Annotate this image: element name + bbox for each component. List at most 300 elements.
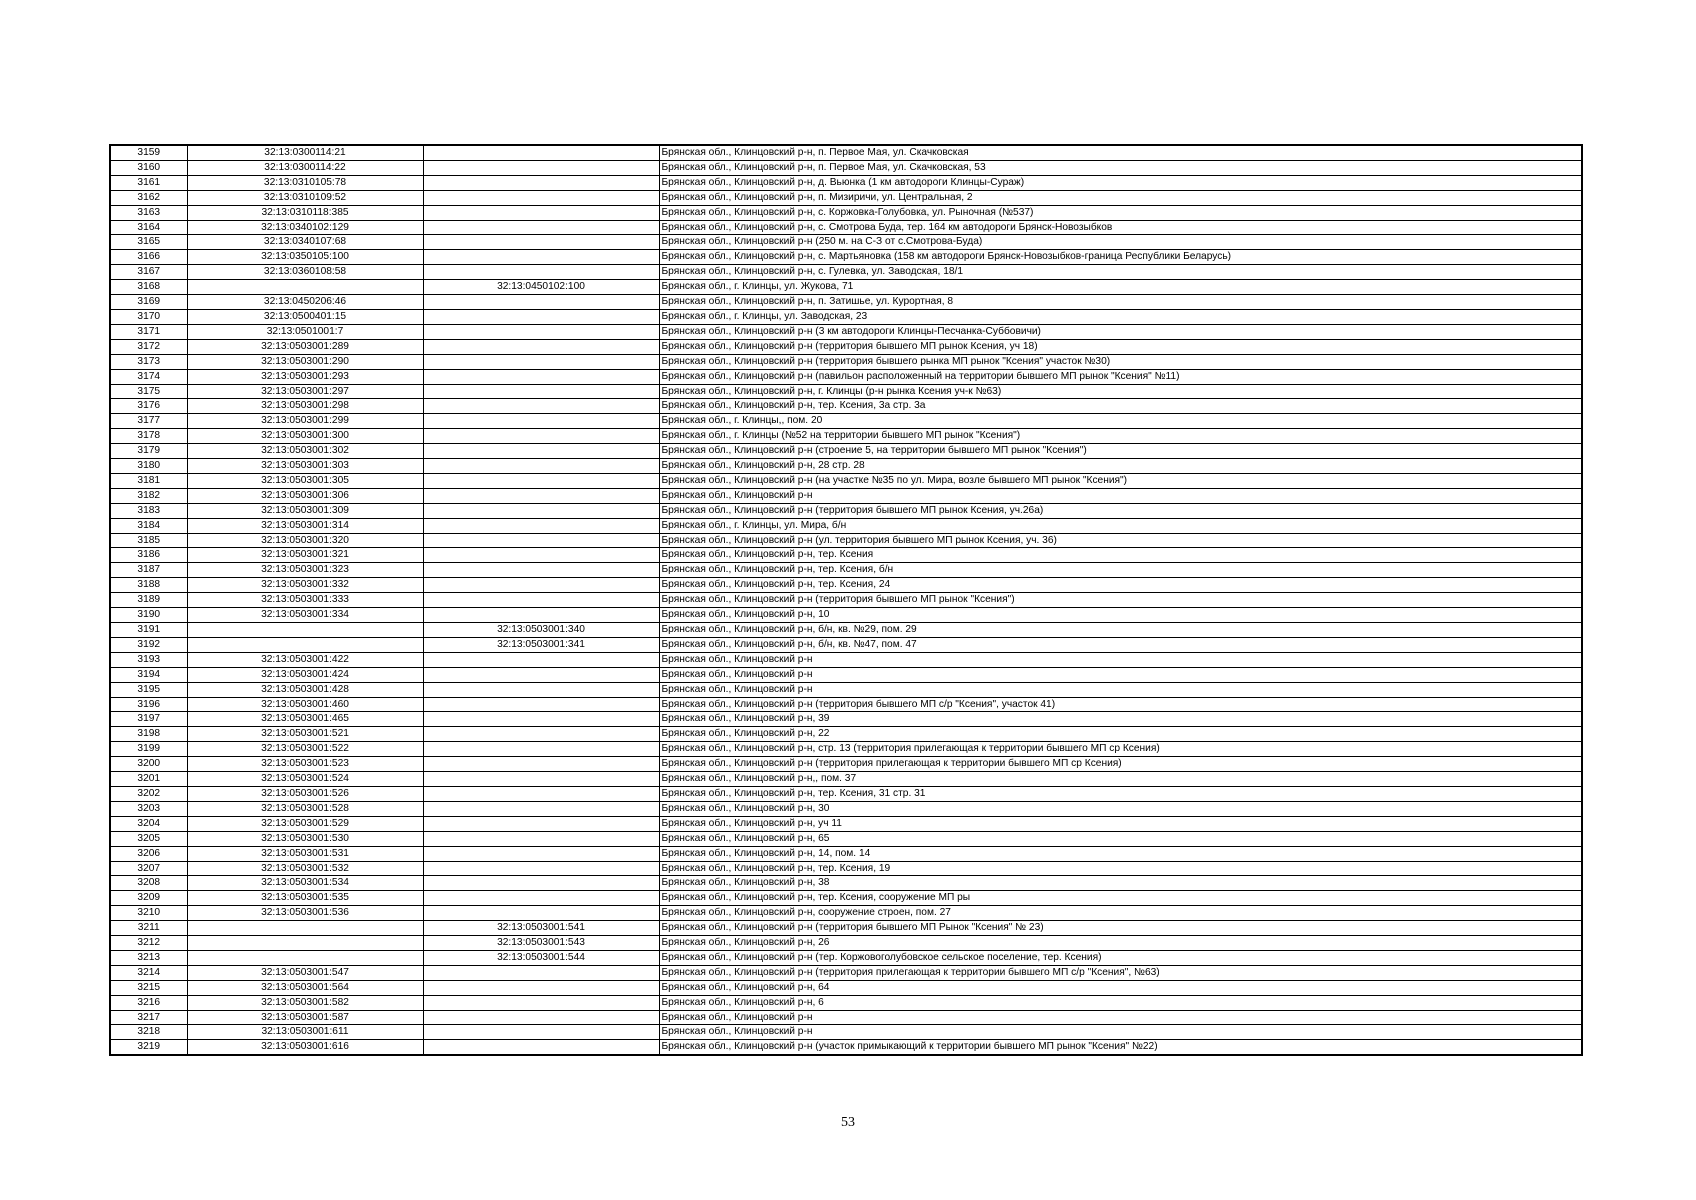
row-number-cell: 3201 [110, 772, 187, 787]
table-row [110, 995, 1582, 1010]
cadastral-number-alt-cell [423, 697, 659, 712]
cadastral-number-alt-cell [423, 861, 659, 876]
address-cell: Брянская обл., Клинцовский р-н, с. Мартьяновка (158 км автодороги Брянск-Новозыбков-граница Республики Беларусь) [659, 250, 1582, 265]
row-number-cell: 3208 [110, 876, 187, 891]
address-cell: Брянская обл., Клинцовский р-н (250 м. на С-З от с.Смотрова-Буда) [659, 235, 1582, 250]
cadastral-number-alt-cell [423, 846, 659, 861]
cadastral-number-cell: 32:13:0310118:385 [187, 205, 423, 220]
table-row [110, 250, 1582, 265]
cadastral-number-alt-cell [423, 1040, 659, 1055]
address-cell: Брянская обл., Клинцовский р-н, уч 11 [659, 816, 1582, 831]
table-row [110, 652, 1582, 667]
row-number-cell: 3180 [110, 459, 187, 474]
row-number-cell: 3187 [110, 563, 187, 578]
table-row [110, 339, 1582, 354]
cadastral-number-cell: 32:13:0503001:532 [187, 861, 423, 876]
row-number-cell: 3160 [110, 160, 187, 175]
register-table-body [110, 145, 1582, 1055]
address-cell: Брянская обл., Клинцовский р-н [659, 1010, 1582, 1025]
cadastral-number-alt-cell [423, 906, 659, 921]
address-cell: Брянская обл., г. Клинцы,, пом. 20 [659, 414, 1582, 429]
cadastral-number-alt-cell [423, 667, 659, 682]
address-cell: Брянская обл., Клинцовский р-н (территория бывшего МП рынок Ксения, уч.26а) [659, 503, 1582, 518]
cadastral-number-alt-cell [423, 1010, 659, 1025]
address-cell: Брянская обл., Клинцовский р-н [659, 488, 1582, 503]
cadastral-number-cell [187, 921, 423, 936]
table-row [110, 1040, 1582, 1055]
address-cell: Брянская обл., Клинцовский р-н, 39 [659, 712, 1582, 727]
table-row [110, 1025, 1582, 1040]
row-number-cell: 3178 [110, 429, 187, 444]
cadastral-number-cell: 32:13:0360108:58 [187, 265, 423, 280]
table-row [110, 980, 1582, 995]
table-row [110, 623, 1582, 638]
address-cell: Брянская обл., Клинцовский р-н (участок примыкающий к территории бывшего МП рынок "Ксения" №22) [659, 1040, 1582, 1055]
table-row [110, 742, 1582, 757]
row-number-cell: 3171 [110, 324, 187, 339]
address-cell: Брянская обл., Клинцовский р-н (строение 5, на территории бывшего МП рынок "Ксения") [659, 444, 1582, 459]
table-row [110, 667, 1582, 682]
row-number-cell: 3193 [110, 652, 187, 667]
address-cell: Брянская обл., г. Клинцы, ул. Мира, б/н [659, 518, 1582, 533]
address-cell: Брянская обл., Клинцовский р-н, д. Вьюнка (1 км автодороги Клинцы-Сураж) [659, 175, 1582, 190]
address-cell: Брянская обл., Клинцовский р-н, 28 стр. 28 [659, 459, 1582, 474]
table-row [110, 936, 1582, 951]
table-row [110, 280, 1582, 295]
row-number-cell: 3207 [110, 861, 187, 876]
table-row [110, 459, 1582, 474]
address-cell: Брянская обл., Клинцовский р-н, б/н, кв. №47, пом. 47 [659, 637, 1582, 652]
table-row [110, 429, 1582, 444]
table-row [110, 563, 1582, 578]
cadastral-number-alt-cell [423, 145, 659, 160]
cadastral-number-alt-cell: 32:13:0503001:544 [423, 950, 659, 965]
row-number-cell: 3168 [110, 280, 187, 295]
table-row [110, 265, 1582, 280]
address-cell: Брянская обл., Клинцовский р-н (территория прилегающая к территории бывшего МП с/р "Ксения", №63) [659, 965, 1582, 980]
address-cell: Брянская обл., Клинцовский р-н, тер. Ксения, сооружение МП ры [659, 891, 1582, 906]
table-row [110, 727, 1582, 742]
cadastral-number-alt-cell [423, 548, 659, 563]
cadastral-number-alt-cell: 32:13:0503001:541 [423, 921, 659, 936]
row-number-cell: 3214 [110, 965, 187, 980]
address-cell: Брянская обл., Клинцовский р-н [659, 667, 1582, 682]
cadastral-number-alt-cell [423, 220, 659, 235]
cadastral-number-cell: 32:13:0503001:524 [187, 772, 423, 787]
address-cell: Брянская обл., Клинцовский р-н (территория бывшего рынка МП рынок "Ксения" участок №30) [659, 354, 1582, 369]
table-row [110, 637, 1582, 652]
register-table [109, 144, 1583, 1056]
cadastral-number-cell [187, 950, 423, 965]
table-row [110, 369, 1582, 384]
cadastral-number-cell: 32:13:0503001:298 [187, 399, 423, 414]
cadastral-number-alt-cell [423, 488, 659, 503]
cadastral-number-cell: 32:13:0340107:68 [187, 235, 423, 250]
cadastral-number-alt-cell [423, 175, 659, 190]
table-row [110, 891, 1582, 906]
table-row [110, 503, 1582, 518]
table-row [110, 772, 1582, 787]
address-cell: Брянская обл., Клинцовский р-н, 26 [659, 936, 1582, 951]
cadastral-number-cell: 32:13:0503001:306 [187, 488, 423, 503]
row-number-cell: 3159 [110, 145, 187, 160]
row-number-cell: 3173 [110, 354, 187, 369]
cadastral-number-alt-cell [423, 891, 659, 906]
cadastral-number-alt-cell [423, 533, 659, 548]
address-cell: Брянская обл., Клинцовский р-н (3 км автодороги Клинцы-Песчанка-Суббовичи) [659, 324, 1582, 339]
row-number-cell: 3164 [110, 220, 187, 235]
cadastral-number-alt-cell [423, 593, 659, 608]
cadastral-number-alt-cell [423, 399, 659, 414]
cadastral-number-cell: 32:13:0503001:529 [187, 816, 423, 831]
cadastral-number-alt-cell: 32:13:0450102:100 [423, 280, 659, 295]
row-number-cell: 3199 [110, 742, 187, 757]
cadastral-number-alt-cell [423, 801, 659, 816]
table-row [110, 354, 1582, 369]
address-cell: Брянская обл., Клинцовский р-н (территория бывшего МП Рынок "Ксения" № 23) [659, 921, 1582, 936]
address-cell: Брянская обл., Клинцовский р-н, сооружение строен, пом. 27 [659, 906, 1582, 921]
row-number-cell: 3205 [110, 831, 187, 846]
cadastral-number-cell: 32:13:0503001:297 [187, 384, 423, 399]
cadastral-number-cell: 32:13:0503001:534 [187, 876, 423, 891]
table-row [110, 861, 1582, 876]
cadastral-number-alt-cell [423, 578, 659, 593]
table-row [110, 145, 1582, 160]
cadastral-number-cell: 32:13:0503001:321 [187, 548, 423, 563]
cadastral-number-alt-cell [423, 712, 659, 727]
row-number-cell: 3163 [110, 205, 187, 220]
address-cell: Брянская обл., г. Клинцы (№52 на территории бывшего МП рынок "Ксения") [659, 429, 1582, 444]
table-row [110, 205, 1582, 220]
row-number-cell: 3200 [110, 757, 187, 772]
row-number-cell: 3211 [110, 921, 187, 936]
cadastral-number-cell: 32:13:0503001:587 [187, 1010, 423, 1025]
row-number-cell: 3172 [110, 339, 187, 354]
table-row [110, 533, 1582, 548]
cadastral-number-cell: 32:13:0503001:460 [187, 697, 423, 712]
row-number-cell: 3181 [110, 473, 187, 488]
table-row [110, 518, 1582, 533]
table-row [110, 697, 1582, 712]
address-cell: Брянская обл., Клинцовский р-н [659, 1025, 1582, 1040]
cadastral-number-cell: 32:13:0300114:22 [187, 160, 423, 175]
row-number-cell: 3167 [110, 265, 187, 280]
address-cell: Брянская обл., Клинцовский р-н (территория прилегающая к территории бывшего МП ср Ксения) [659, 757, 1582, 772]
cadastral-number-alt-cell [423, 265, 659, 280]
address-cell: Брянская обл., Клинцовский р-н (территория бывшего МП с/р "Ксения", участок 41) [659, 697, 1582, 712]
row-number-cell: 3194 [110, 667, 187, 682]
row-number-cell: 3217 [110, 1010, 187, 1025]
cadastral-number-cell: 32:13:0503001:531 [187, 846, 423, 861]
cadastral-number-alt-cell [423, 429, 659, 444]
address-cell: Брянская обл., Клинцовский р-н, тер. Ксения, б/н [659, 563, 1582, 578]
address-cell: Брянская обл., Клинцовский р-н, 10 [659, 608, 1582, 623]
cadastral-number-alt-cell: 32:13:0503001:341 [423, 637, 659, 652]
address-cell: Брянская обл., Клинцовский р-н, 22 [659, 727, 1582, 742]
cadastral-number-cell: 32:13:0503001:536 [187, 906, 423, 921]
cadastral-number-cell: 32:13:0340102:129 [187, 220, 423, 235]
cadastral-number-cell: 32:13:0503001:334 [187, 608, 423, 623]
cadastral-number-alt-cell [423, 414, 659, 429]
row-number-cell: 3204 [110, 816, 187, 831]
cadastral-number-cell: 32:13:0503001:530 [187, 831, 423, 846]
row-number-cell: 3165 [110, 235, 187, 250]
cadastral-number-cell: 32:13:0503001:547 [187, 965, 423, 980]
cadastral-number-cell: 32:13:0503001:332 [187, 578, 423, 593]
row-number-cell: 3166 [110, 250, 187, 265]
cadastral-number-alt-cell [423, 205, 659, 220]
cadastral-number-alt-cell: 32:13:0503001:543 [423, 936, 659, 951]
table-row [110, 831, 1582, 846]
cadastral-number-cell: 32:13:0503001:428 [187, 682, 423, 697]
address-cell: Брянская обл., Клинцовский р-н, с. Коржовка-Голубовка, ул. Рыночная (№537) [659, 205, 1582, 220]
cadastral-number-alt-cell [423, 160, 659, 175]
cadastral-number-alt-cell: 32:13:0503001:340 [423, 623, 659, 638]
row-number-cell: 3210 [110, 906, 187, 921]
table-row [110, 786, 1582, 801]
table-row [110, 682, 1582, 697]
cadastral-number-alt-cell [423, 473, 659, 488]
row-number-cell: 3197 [110, 712, 187, 727]
cadastral-number-alt-cell [423, 772, 659, 787]
cadastral-number-cell: 32:13:0503001:303 [187, 459, 423, 474]
cadastral-number-cell: 32:13:0503001:309 [187, 503, 423, 518]
table-row [110, 608, 1582, 623]
table-row [110, 473, 1582, 488]
table-row [110, 175, 1582, 190]
cadastral-number-alt-cell [423, 324, 659, 339]
cadastral-number-alt-cell [423, 384, 659, 399]
cadastral-number-alt-cell [423, 757, 659, 772]
address-cell: Брянская обл., Клинцовский р-н, г. Клинцы (р-н рынка Ксения уч-к №63) [659, 384, 1582, 399]
address-cell: Брянская обл., Клинцовский р-н, 30 [659, 801, 1582, 816]
cadastral-number-cell [187, 623, 423, 638]
cadastral-number-cell: 32:13:0503001:300 [187, 429, 423, 444]
row-number-cell: 3179 [110, 444, 187, 459]
row-number-cell: 3218 [110, 1025, 187, 1040]
row-number-cell: 3192 [110, 637, 187, 652]
cadastral-number-cell: 32:13:0503001:465 [187, 712, 423, 727]
cadastral-number-cell: 32:13:0503001:302 [187, 444, 423, 459]
address-cell: Брянская обл., Клинцовский р-н,, пом. 37 [659, 772, 1582, 787]
table-row [110, 921, 1582, 936]
row-number-cell: 3185 [110, 533, 187, 548]
row-number-cell: 3212 [110, 936, 187, 951]
cadastral-number-alt-cell [423, 980, 659, 995]
table-row [110, 220, 1582, 235]
row-number-cell: 3186 [110, 548, 187, 563]
cadastral-number-cell [187, 280, 423, 295]
address-cell: Брянская обл., Клинцовский р-н, 38 [659, 876, 1582, 891]
address-cell: Брянская обл., Клинцовский р-н, п. Мизиричи, ул. Центральная, 2 [659, 190, 1582, 205]
cadastral-number-alt-cell [423, 876, 659, 891]
cadastral-number-alt-cell [423, 309, 659, 324]
address-cell: Брянская обл., г. Клинцы, ул. Жукова, 71 [659, 280, 1582, 295]
cadastral-number-cell: 32:13:0503001:424 [187, 667, 423, 682]
address-cell: Брянская обл., Клинцовский р-н (территория бывшего МП рынок "Ксения") [659, 593, 1582, 608]
cadastral-number-alt-cell [423, 608, 659, 623]
cadastral-number-cell [187, 936, 423, 951]
address-cell: Брянская обл., Клинцовский р-н, с. Смотрова Буда, тер. 164 км автодороги Брянск-Новозыбков [659, 220, 1582, 235]
table-row [110, 816, 1582, 831]
address-cell: Брянская обл., Клинцовский р-н, с. Гулевка, ул. Заводская, 18/1 [659, 265, 1582, 280]
cadastral-number-cell: 32:13:0503001:616 [187, 1040, 423, 1055]
table-row [110, 846, 1582, 861]
table-row [110, 712, 1582, 727]
row-number-cell: 3202 [110, 786, 187, 801]
table-row [110, 757, 1582, 772]
cadastral-number-alt-cell [423, 295, 659, 310]
address-cell: Брянская обл., Клинцовский р-н, п. Первое Мая, ул. Скачковская, 53 [659, 160, 1582, 175]
cadastral-number-cell: 32:13:0503001:290 [187, 354, 423, 369]
address-cell: Брянская обл., Клинцовский р-н, тер. Ксения, 3а стр. 3а [659, 399, 1582, 414]
row-number-cell: 3177 [110, 414, 187, 429]
row-number-cell: 3195 [110, 682, 187, 697]
row-number-cell: 3189 [110, 593, 187, 608]
cadastral-number-alt-cell [423, 652, 659, 667]
cadastral-number-cell: 32:13:0503001:526 [187, 786, 423, 801]
address-cell: Брянская обл., Клинцовский р-н (на участке №35 по ул. Мира, возле бывшего МП рынок "Ксения") [659, 473, 1582, 488]
row-number-cell: 3174 [110, 369, 187, 384]
table-row [110, 876, 1582, 891]
table-row [110, 906, 1582, 921]
address-cell: Брянская обл., Клинцовский р-н, п. Затишье, ул. Курортная, 8 [659, 295, 1582, 310]
cadastral-number-cell: 32:13:0503001:289 [187, 339, 423, 354]
row-number-cell: 3162 [110, 190, 187, 205]
row-number-cell: 3188 [110, 578, 187, 593]
table-row [110, 548, 1582, 563]
table-row [110, 309, 1582, 324]
table-row [110, 160, 1582, 175]
row-number-cell: 3169 [110, 295, 187, 310]
cadastral-number-alt-cell [423, 235, 659, 250]
cadastral-number-cell: 32:13:0450206:46 [187, 295, 423, 310]
address-cell: Брянская обл., Клинцовский р-н, стр. 13 (территория прилегающая к территории бывшего МП ср Ксения) [659, 742, 1582, 757]
cadastral-number-cell: 32:13:0300114:21 [187, 145, 423, 160]
row-number-cell: 3176 [110, 399, 187, 414]
address-cell: Брянская обл., Клинцовский р-н, б/н, кв. №29, пом. 29 [659, 623, 1582, 638]
row-number-cell: 3219 [110, 1040, 187, 1055]
table-row [110, 235, 1582, 250]
row-number-cell: 3209 [110, 891, 187, 906]
cadastral-number-alt-cell [423, 816, 659, 831]
table-row [110, 950, 1582, 965]
cadastral-number-cell: 32:13:0503001:528 [187, 801, 423, 816]
cadastral-number-cell: 32:13:0503001:299 [187, 414, 423, 429]
row-number-cell: 3203 [110, 801, 187, 816]
row-number-cell: 3190 [110, 608, 187, 623]
cadastral-number-cell: 32:13:0503001:320 [187, 533, 423, 548]
row-number-cell: 3184 [110, 518, 187, 533]
page-number: 53 [841, 1115, 855, 1130]
table-row [110, 399, 1582, 414]
row-number-cell: 3198 [110, 727, 187, 742]
row-number-cell: 3216 [110, 995, 187, 1010]
address-cell: Брянская обл., Клинцовский р-н (ул. территория бывшего МП рынок Ксения, уч. 36) [659, 533, 1582, 548]
table-row [110, 295, 1582, 310]
cadastral-number-alt-cell [423, 563, 659, 578]
cadastral-number-cell: 32:13:0503001:333 [187, 593, 423, 608]
cadastral-number-cell: 32:13:0501001:7 [187, 324, 423, 339]
cadastral-number-alt-cell [423, 518, 659, 533]
cadastral-number-cell: 32:13:0350105:100 [187, 250, 423, 265]
row-number-cell: 3183 [110, 503, 187, 518]
cadastral-number-alt-cell [423, 682, 659, 697]
address-cell: Брянская обл., Клинцовский р-н, тер. Ксения, 24 [659, 578, 1582, 593]
cadastral-number-alt-cell [423, 786, 659, 801]
row-number-cell: 3191 [110, 623, 187, 638]
table-row [110, 190, 1582, 205]
table-row [110, 384, 1582, 399]
cadastral-number-cell: 32:13:0503001:305 [187, 473, 423, 488]
row-number-cell: 3196 [110, 697, 187, 712]
cadastral-number-alt-cell [423, 354, 659, 369]
cadastral-number-cell: 32:13:0503001:582 [187, 995, 423, 1010]
address-cell: Брянская обл., Клинцовский р-н (территория бывшего МП рынок Ксения, уч 18) [659, 339, 1582, 354]
cadastral-number-alt-cell [423, 444, 659, 459]
address-cell: Брянская обл., Клинцовский р-н (тер. Коржовоголубовское сельское поселение, тер. Ксения) [659, 950, 1582, 965]
cadastral-number-cell: 32:13:0503001:522 [187, 742, 423, 757]
cadastral-number-alt-cell [423, 965, 659, 980]
row-number-cell: 3213 [110, 950, 187, 965]
cadastral-number-cell: 32:13:0503001:564 [187, 980, 423, 995]
address-cell: Брянская обл., Клинцовский р-н, 6 [659, 995, 1582, 1010]
cadastral-number-alt-cell [423, 339, 659, 354]
address-cell: Брянская обл., Клинцовский р-н, 14, пом. 14 [659, 846, 1582, 861]
row-number-cell: 3206 [110, 846, 187, 861]
table-row [110, 324, 1582, 339]
table-row [110, 801, 1582, 816]
cadastral-number-alt-cell [423, 369, 659, 384]
table-row [110, 593, 1582, 608]
address-cell: Брянская обл., Клинцовский р-н, тер. Ксения, 19 [659, 861, 1582, 876]
address-cell: Брянская обл., Клинцовский р-н [659, 682, 1582, 697]
address-cell: Брянская обл., Клинцовский р-н [659, 652, 1582, 667]
address-cell: Брянская обл., Клинцовский р-н, 64 [659, 980, 1582, 995]
cadastral-number-alt-cell [423, 503, 659, 518]
row-number-cell: 3182 [110, 488, 187, 503]
address-cell: Брянская обл., Клинцовский р-н, тер. Ксения, 31 стр. 31 [659, 786, 1582, 801]
table-row [110, 578, 1582, 593]
cadastral-number-cell: 32:13:0503001:535 [187, 891, 423, 906]
cadastral-number-cell: 32:13:0500401:15 [187, 309, 423, 324]
address-cell: Брянская обл., Клинцовский р-н (павильон расположенный на территории бывшего МП рынок "Ксения" №11) [659, 369, 1582, 384]
cadastral-number-alt-cell [423, 742, 659, 757]
row-number-cell: 3170 [110, 309, 187, 324]
cadastral-number-cell [187, 637, 423, 652]
cadastral-number-cell: 32:13:0503001:521 [187, 727, 423, 742]
cadastral-number-cell: 32:13:0503001:422 [187, 652, 423, 667]
cadastral-number-cell: 32:13:0503001:314 [187, 518, 423, 533]
table-row [110, 488, 1582, 503]
row-number-cell: 3215 [110, 980, 187, 995]
row-number-cell: 3175 [110, 384, 187, 399]
table-row [110, 444, 1582, 459]
cadastral-number-alt-cell [423, 190, 659, 205]
row-number-cell: 3161 [110, 175, 187, 190]
cadastral-number-cell: 32:13:0503001:523 [187, 757, 423, 772]
cadastral-number-alt-cell [423, 459, 659, 474]
address-cell: Брянская обл., Клинцовский р-н, 65 [659, 831, 1582, 846]
table-row [110, 965, 1582, 980]
cadastral-number-cell: 32:13:0310105:78 [187, 175, 423, 190]
address-cell: Брянская обл., Клинцовский р-н, п. Первое Мая, ул. Скачковская [659, 145, 1582, 160]
cadastral-number-alt-cell [423, 250, 659, 265]
cadastral-number-cell: 32:13:0310109:52 [187, 190, 423, 205]
cadastral-number-alt-cell [423, 1025, 659, 1040]
cadastral-number-alt-cell [423, 995, 659, 1010]
table-row [110, 1010, 1582, 1025]
